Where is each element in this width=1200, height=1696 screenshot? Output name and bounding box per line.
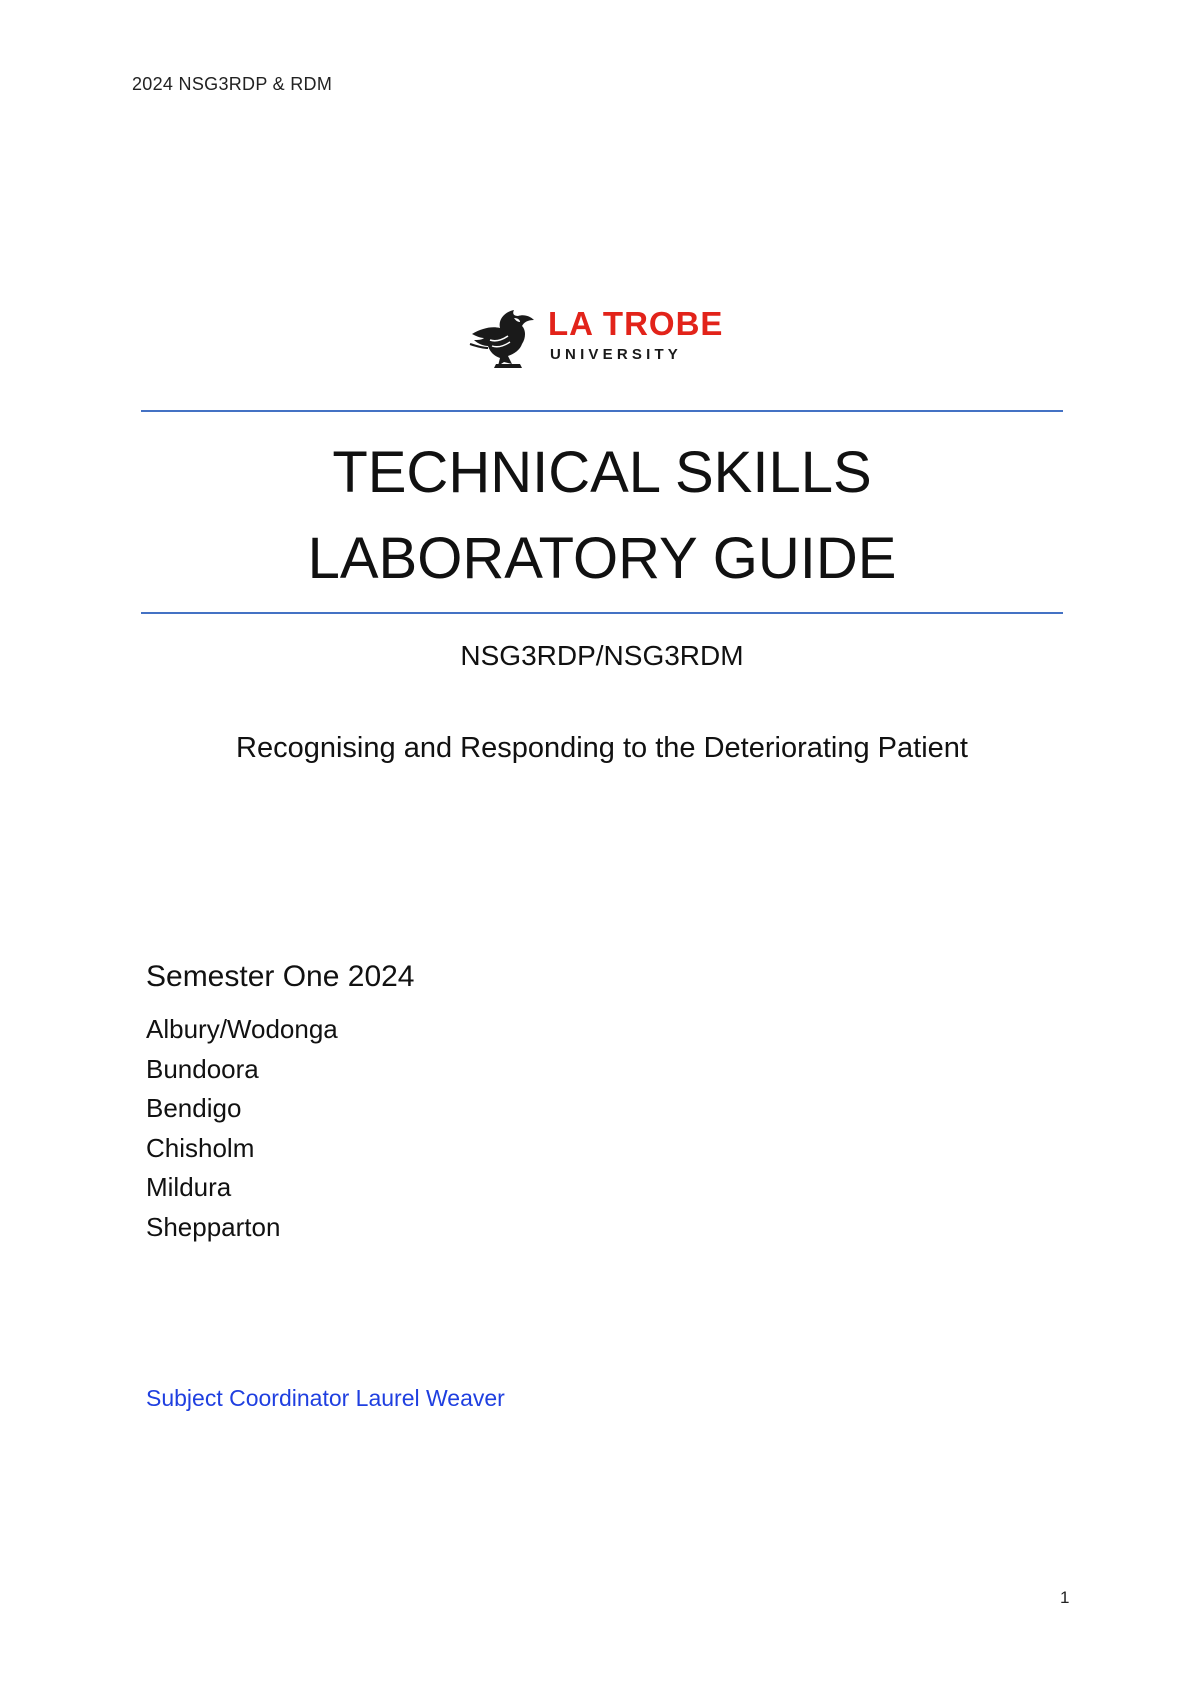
subject-code: NSG3RDP/NSG3RDM <box>460 640 744 671</box>
page-number: 1 <box>1060 1588 1070 1607</box>
title-rule-top <box>141 410 1063 412</box>
title-line-2: LABORATORY GUIDE <box>307 526 897 591</box>
document-title <box>141 430 1063 602</box>
campus-item: Bundoora <box>146 1053 259 1084</box>
subject-name: Recognising and Responding to the Deteriorating Patient <box>236 732 968 764</box>
campus-item: Chisholm <box>146 1132 255 1163</box>
campus-item: Albury/Wodonga <box>146 1014 338 1044</box>
title-rule-bottom <box>141 612 1063 614</box>
campus-list <box>146 1010 338 1247</box>
logo-subtitle: UNIVERSITY <box>550 346 683 363</box>
subject-coordinator: Subject Coordinator Laurel Weaver <box>146 1385 505 1411</box>
eagle-icon <box>468 304 544 372</box>
campus-item: Shepparton <box>146 1211 281 1242</box>
logo-wordmark: LA TROBE <box>548 305 724 342</box>
title-line-1: TECHNICAL SKILLS <box>332 440 872 505</box>
campus-item: Mildura <box>146 1172 232 1202</box>
campus-item: Bendigo <box>146 1093 242 1123</box>
university-logo <box>468 304 738 372</box>
running-header: 2024 NSG3RDP & RDM <box>132 74 333 94</box>
semester-label: Semester One 2024 <box>146 960 415 993</box>
